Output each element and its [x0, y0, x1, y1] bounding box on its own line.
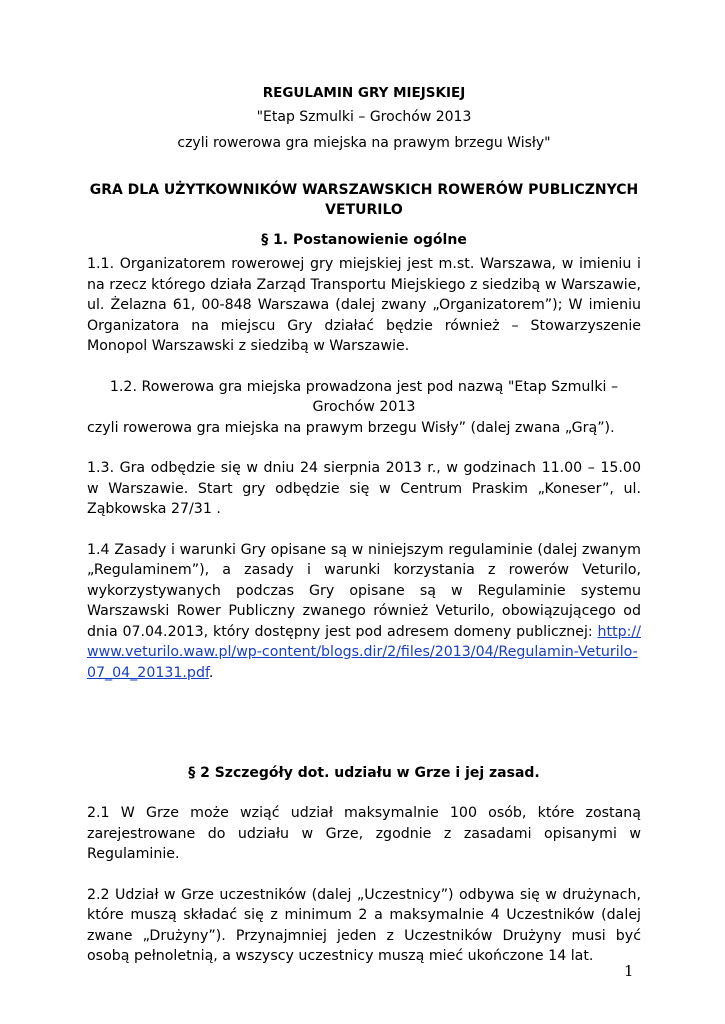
paragraph-1-4-text: 1.4 Zasady i warunki Gry opisane są w niniejszym regulaminie (dalej zwanym „Regulaminem”), a zasady i warunki korzystania z rowerów Veturilo, wykorzystywanych podczas Gry opisane są w Regulaminie systemu Warszawski Rower Publiczny zwanego również Veturilo, obowiązującego od dnia 07.04.2013, który dostępny jest pod adresem domeny publicznej:: [87, 541, 641, 640]
game-heading-line-1: GRA DLA UŻYTKOWNIKÓW WARSZAWSKICH ROWERÓW PUBLICZNYCH: [89, 182, 639, 198]
link-suffix: .: [208, 664, 214, 681]
document-subtitle-line-2: czyli rowerowa gra miejska na prawym brzegu Wisły": [177, 135, 551, 151]
document-page: [87, 82, 641, 967]
paragraph-1-2-line-2: czyli rowerowa gra miejska na prawym brzegu Wisły” (dalej zwana „Grą”).: [87, 419, 615, 436]
section-2-title: § 2 Szczegóły dot. udziału w Grze i jej zasad.: [188, 765, 540, 781]
paragraph-2-2: 2.2 Udział w Grze uczestników (dalej „Uczestnicy”) odbywa się w drużynach, które muszą składać się z minimum 2 a maksymalnie 4 Uczestników (dalej zwane „Drużyny”). Przynajmniej jeden z Uczestników Drużyny musi być osobą pełnoletnią, a wszyscy uczestnicy muszą mieć ukończone 14 lat.: [87, 886, 641, 964]
veturilo-regulations-link[interactable]: http://www.veturilo.waw.pl/wp-content/blogs.dir/2/files/2013/04/Regulamin-Veturilo-07_04_20131.pdf: [87, 623, 641, 681]
paragraph-2-1: 2.1 W Grze może wziąć udział maksymalnie 100 osób, które zostaną zarejestrowane do udziału w Grze, zgodnie z zasadami opisanymi w Regulaminie.: [87, 805, 641, 862]
document-title: REGULAMIN GRY MIEJSKIEJ: [262, 85, 466, 101]
paragraph-1-4: [87, 540, 641, 684]
section-1-title: § 1. Postanowienie ogólne: [261, 232, 467, 248]
game-heading-line-2: VETURILO: [325, 202, 403, 218]
page-number: 1: [624, 962, 634, 980]
paragraph-1-2-line-1: 1.2. Rowerowa gra miejska prowadzona jest pod nazwą "Etap Szmulki – Grochów 2013: [109, 378, 619, 415]
document-subtitle-line-1: "Etap Szmulki – Grochów 2013: [256, 109, 472, 125]
paragraph-1-1: 1.1. Organizatorem rowerowej gry miejskiej jest m.st. Warszawa, w imieniu i na rzecz którego działa Zarząd Transportu Miejskiego z siedzibą w Warszawie, ul. Żelazna 61, 00-848 Warszawa (dalej zwany „Organizatorem”); W imieniu Organizatora na miejscu Gry działać będzie również – Stowarzyszenie Monopol Warszawski z siedzibą w Warszawie.: [87, 256, 641, 354]
paragraph-1-3: 1.3. Gra odbędzie się w dniu 24 sierpnia 2013 r., w godzinach 11.00 – 15.00 w Warszawie. Start gry odbędzie się w Centrum Praskim „Koneser”, ul. Ząbkowska 27/31 .: [87, 460, 641, 517]
